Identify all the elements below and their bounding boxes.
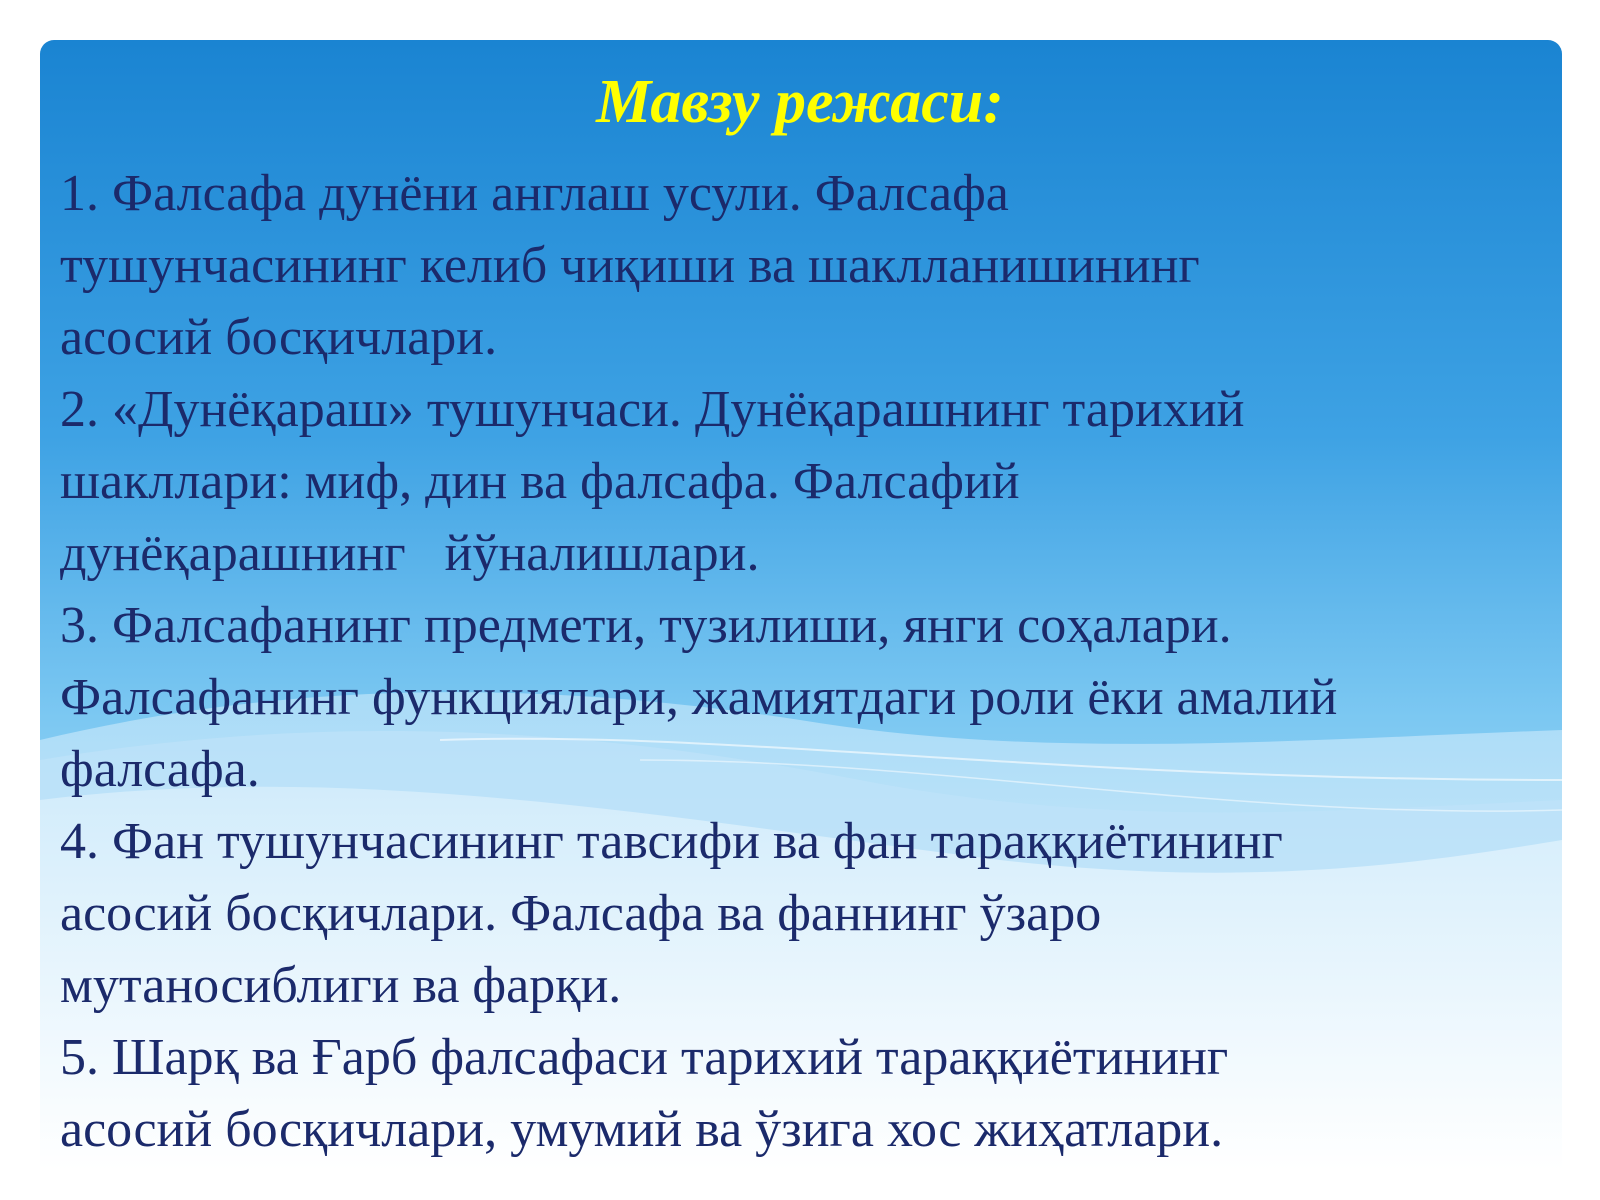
agenda-line: Фалсафанинг функциялари, жамиятдаги роли ёки амалий [60, 669, 1338, 726]
agenda-line: мутаносиблиги ва фарқи. [60, 957, 622, 1014]
agenda-list [60, 158, 1560, 1166]
agenda-item-5 [60, 1022, 1560, 1166]
agenda-line: фалсафа. [60, 741, 260, 798]
agenda-line: асосий босқичлари, умумий ва ўзига хос жиҳатлари. [60, 1101, 1224, 1158]
agenda-item-3 [60, 590, 1560, 806]
agenda-line: 2. «Дунёқараш» тушунчаси. Дунёқарашнинг тарихий [60, 381, 1245, 438]
agenda-line: асосий босқичлари. [60, 309, 498, 366]
agenda-line: 3. Фалсафанинг предмети, тузилиши, янги соҳалари. [60, 597, 1232, 654]
agenda-line: тушунчасининг келиб чиқиши ва шаклланишининг [60, 237, 1200, 294]
agenda-line: 5. Шарқ ва Ғарб фалсафаси тарихий тараққиётининг [60, 1029, 1229, 1086]
agenda-item-1 [60, 158, 1560, 374]
agenda-line: 1. Фалсафа дунёни англаш усули. Фалсафа [60, 165, 1009, 222]
slide-title: Мавзу режаси: [596, 68, 1004, 136]
agenda-line: шакллари: миф, дин ва фалсафа. Фалсафий [60, 453, 1020, 510]
agenda-item-4 [60, 806, 1560, 1022]
agenda-line: 4. Фан тушунчасининг тавсифи ва фан тараққиётининг [60, 813, 1283, 870]
agenda-line: дунёқарашнинг йўналишлари. [60, 525, 760, 582]
agenda-item-2 [60, 374, 1560, 590]
agenda-line: асосий босқичлари. Фалсафа ва фаннинг ўзаро [60, 885, 1102, 942]
